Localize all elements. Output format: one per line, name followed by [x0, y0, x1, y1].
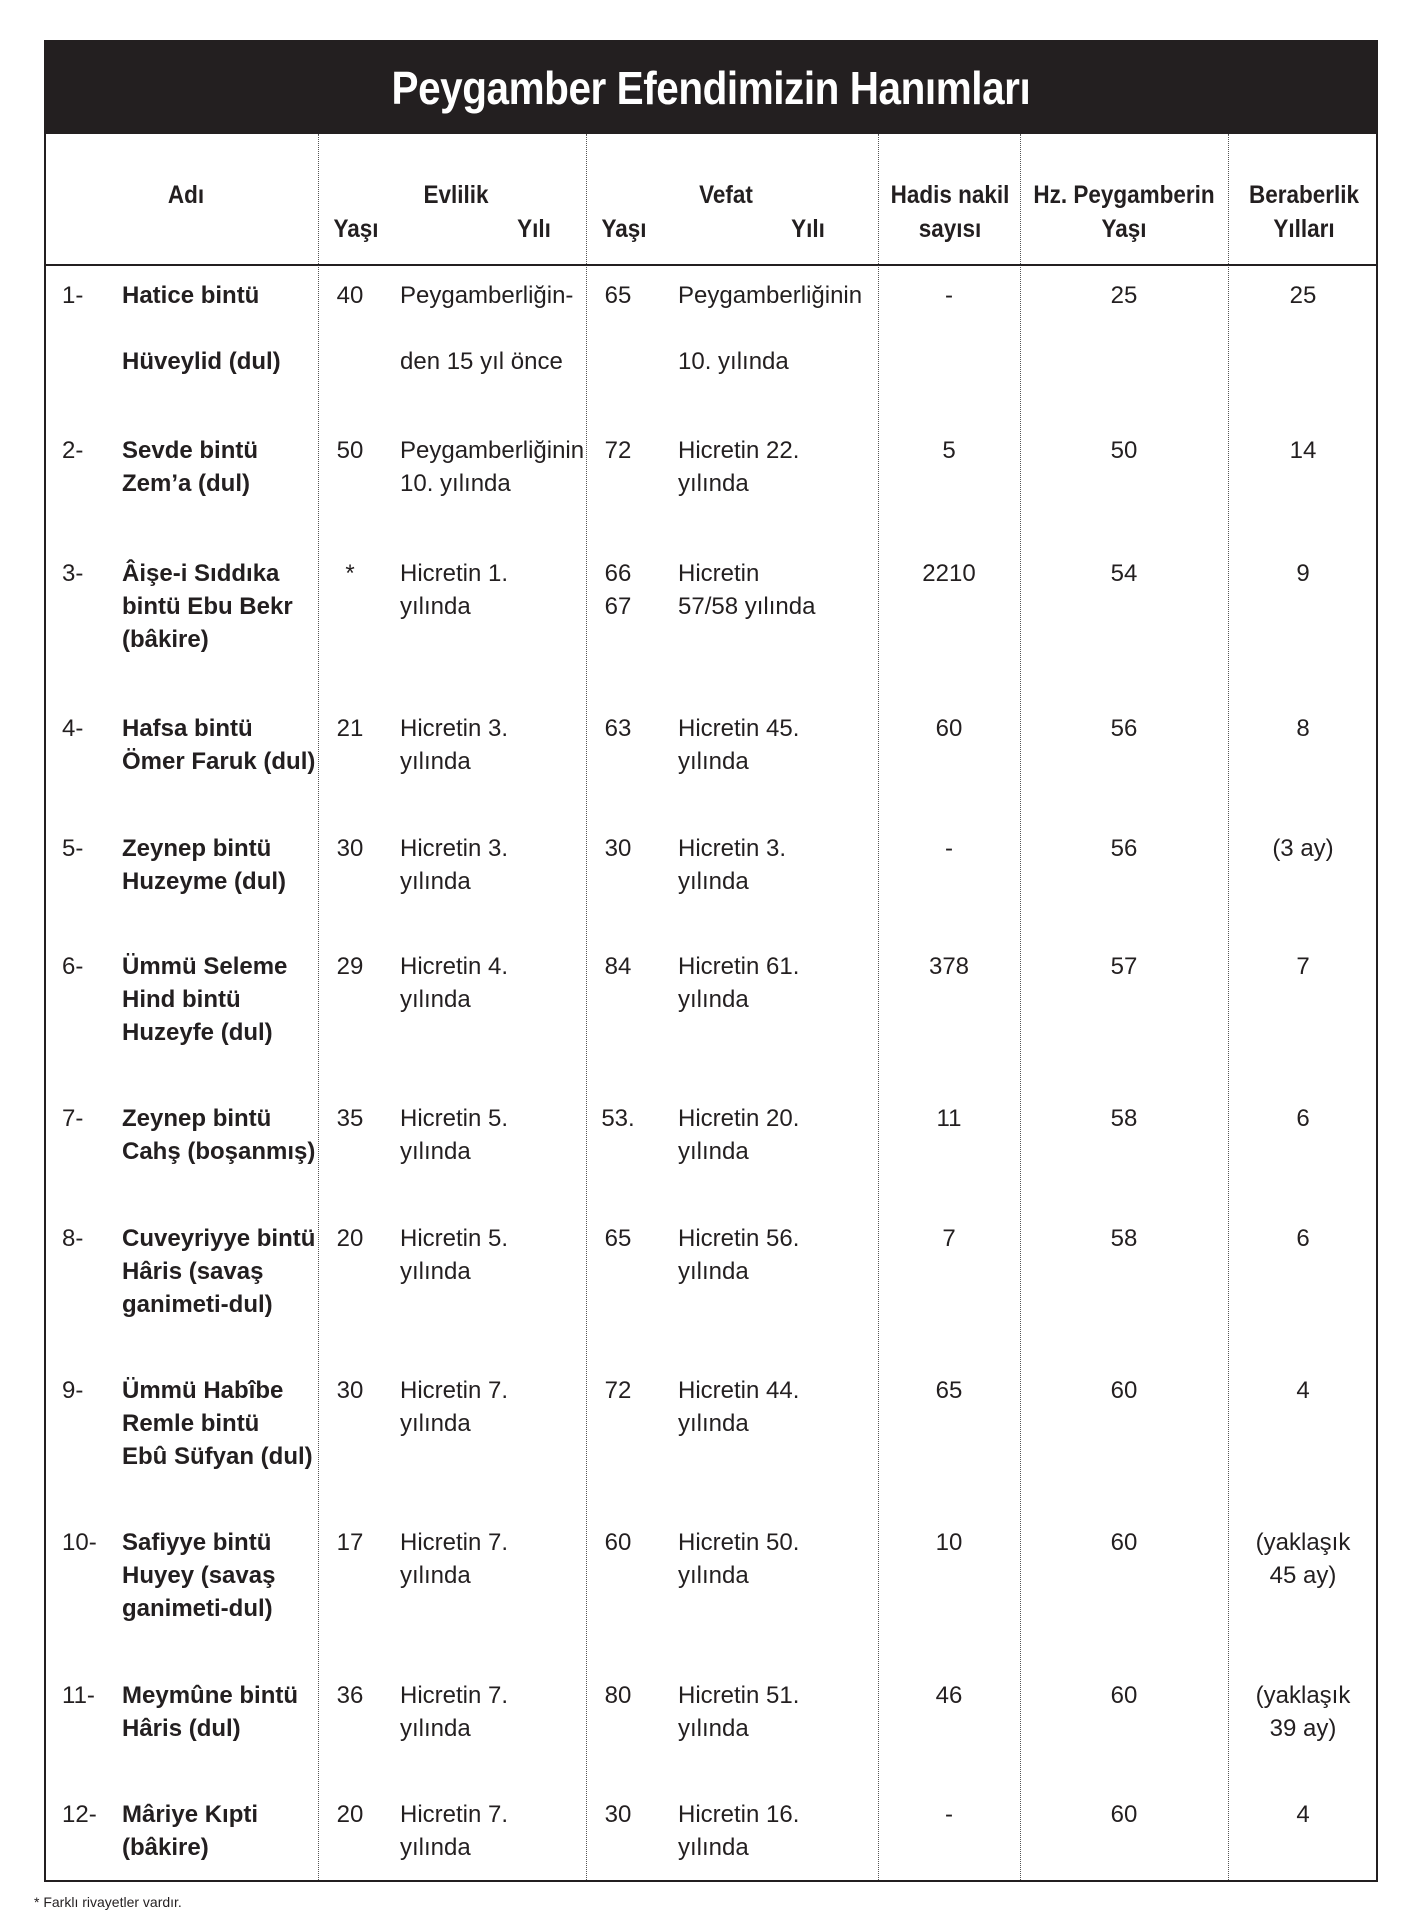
cell-m-age: 40: [336, 282, 364, 309]
cell-hadith: 60: [935, 715, 963, 742]
cell-name: Âişe-i Sıddıka bintü Ebu Bekr (bâkire): [122, 560, 293, 653]
cell-p-age: 58: [1110, 1105, 1138, 1132]
cell-m-year: Peygamberliğin- den 15 yıl önce: [400, 282, 574, 375]
cell-d-age: 65: [604, 1225, 632, 1252]
cell-name: Sevde bintü Zem’a (dul): [122, 437, 259, 497]
cell-name: Ümmü Seleme Hind bintü Huzeyfe (dul): [122, 953, 288, 1046]
cell-m-year: Hicretin 7. yılında: [400, 1529, 509, 1589]
cell-d-year: Hicretin 51. yılında: [678, 1682, 800, 1742]
cell-name: Hafsa bintü Ömer Faruk (dul): [122, 715, 316, 775]
cell-together: (yaklaşık 39 ay): [1255, 1682, 1351, 1742]
header-death-age: Yaşı: [601, 215, 647, 243]
cell-name: Ümmü Habîbe Remle bintü Ebû Süfyan (dul): [122, 1377, 313, 1470]
cell-together: 14: [1289, 437, 1317, 464]
cell-hadith: 378: [928, 953, 970, 980]
cell-d-age: 84: [604, 953, 632, 980]
cell-name: Zeynep bintü Huzeyme (dul): [122, 835, 287, 895]
cell-hadith: -: [945, 835, 953, 862]
cell-m-age: 30: [336, 835, 364, 862]
cell-together: 4: [1296, 1377, 1310, 1404]
header-death-year: Yılı: [791, 215, 825, 243]
cell-hadith: 46: [935, 1682, 963, 1709]
cell-no: 5-: [62, 835, 84, 862]
cell-d-age: 30: [604, 835, 632, 862]
cell-hadith: 65: [935, 1377, 963, 1404]
cell-name: Hatice bintü Hüveylid (dul): [122, 282, 281, 375]
cell-no: 2-: [62, 437, 84, 464]
cell-p-age: 57: [1110, 953, 1138, 980]
cell-m-age: 30: [336, 1377, 364, 1404]
cell-m-year: Peygamberliğinin 10. yılında: [400, 437, 585, 497]
cell-no: 11-: [62, 1682, 95, 1709]
cell-together: 4: [1296, 1801, 1310, 1828]
cell-p-age: 60: [1110, 1682, 1138, 1709]
cell-name: Safiyye bintü Huyey (savaş ganimeti-dul): [122, 1529, 276, 1622]
cell-p-age: 56: [1110, 715, 1138, 742]
cell-m-age: 20: [336, 1801, 364, 1828]
cell-p-age: 58: [1110, 1225, 1138, 1252]
cell-m-age: 50: [336, 437, 364, 464]
cell-together: 7: [1296, 953, 1310, 980]
cell-d-year: Peygamberliğinin 10. yılında: [678, 282, 863, 375]
cell-d-age: 30: [604, 1801, 632, 1828]
footnote: * Farklı rivayetler vardır.: [34, 1894, 182, 1910]
cell-d-age: 66 67: [604, 560, 632, 620]
cell-m-year: Hicretin 3. yılında: [400, 835, 509, 895]
cell-together: 9: [1296, 560, 1310, 587]
cell-m-year: Hicretin 7. yılında: [400, 1801, 509, 1861]
cell-m-age: 36: [336, 1682, 364, 1709]
cell-hadith: -: [945, 1801, 953, 1828]
cell-p-age: 50: [1110, 437, 1138, 464]
cell-d-year: Hicretin 57/58 yılında: [678, 560, 816, 620]
cell-m-age: 17: [336, 1529, 364, 1556]
cell-d-age: 63: [604, 715, 632, 742]
header-prophet-age: Hz. Peygamberin Yaşı: [1033, 181, 1215, 243]
cell-p-age: 56: [1110, 835, 1138, 862]
cell-d-age: 72: [604, 437, 632, 464]
cell-p-age: 54: [1110, 560, 1138, 587]
cell-d-year: Hicretin 44. yılında: [678, 1377, 800, 1437]
cell-name: Meymûne bintü Hâris (dul): [122, 1682, 299, 1742]
header-death: Vefat: [699, 181, 753, 209]
cell-name: Cuveyriyye bintü Hâris (savaş ganimeti-dul): [122, 1225, 316, 1318]
cell-d-age: 80: [604, 1682, 632, 1709]
page-title: Peygamber Efendimizin Hanımları: [391, 62, 1031, 114]
cell-d-year: Hicretin 61. yılında: [678, 953, 800, 1013]
cell-m-year: Hicretin 5. yılında: [400, 1105, 509, 1165]
cell-together: 8: [1296, 715, 1310, 742]
cell-hadith: 11: [936, 1105, 962, 1132]
cell-m-year: Hicretin 3. yılında: [400, 715, 509, 775]
cell-no: 1-: [62, 282, 84, 309]
cell-m-age: 35: [336, 1105, 364, 1132]
cell-name: Zeynep bintü Cahş (boşanmış): [122, 1105, 316, 1165]
cell-p-age: 60: [1110, 1529, 1138, 1556]
cell-together: (3 ay): [1272, 835, 1334, 862]
header-hadith: Hadis nakil sayısı: [890, 181, 1010, 243]
cell-hadith: 10: [935, 1529, 963, 1556]
cell-m-age: *: [345, 560, 355, 587]
cell-no: 4-: [62, 715, 84, 742]
header-together: Beraberlik Yılları: [1248, 181, 1360, 243]
cell-m-year: Hicretin 7. yılında: [400, 1682, 509, 1742]
cell-no: 12-: [62, 1801, 97, 1828]
cell-d-age: 65: [604, 282, 632, 309]
cell-p-age: 60: [1110, 1801, 1138, 1828]
cell-together: 25: [1289, 282, 1317, 309]
cell-hadith: 7: [942, 1225, 956, 1252]
cell-d-age: 72: [604, 1377, 632, 1404]
column-divider: [1228, 134, 1229, 1880]
cell-together: 6: [1296, 1225, 1310, 1252]
cell-together: (yaklaşık 45 ay): [1255, 1529, 1351, 1589]
column-divider: [1020, 134, 1021, 1880]
cell-m-year: Hicretin 1. yılında: [400, 560, 509, 620]
header-marriage-year: Yılı: [517, 215, 551, 243]
cell-hadith: 5: [942, 437, 956, 464]
cell-no: 7-: [62, 1105, 84, 1132]
cell-m-age: 21: [336, 715, 364, 742]
cell-p-age: 25: [1110, 282, 1138, 309]
cell-d-year: Hicretin 22. yılında: [678, 437, 800, 497]
column-divider: [318, 134, 319, 1880]
header-marriage: Evlilik: [423, 181, 489, 209]
cell-m-year: Hicretin 4. yılında: [400, 953, 509, 1013]
header-name: Adı: [167, 181, 205, 209]
cell-no: 6-: [62, 953, 84, 980]
cell-m-year: Hicretin 7. yılında: [400, 1377, 509, 1437]
cell-d-year: Hicretin 45. yılında: [678, 715, 800, 775]
cell-d-age: 60: [604, 1529, 632, 1556]
cell-d-year: Hicretin 20. yılında: [678, 1105, 800, 1165]
cell-d-year: Hicretin 50. yılında: [678, 1529, 800, 1589]
cell-d-age: 53.: [601, 1105, 635, 1132]
cell-no: 8-: [62, 1225, 84, 1252]
column-divider: [878, 134, 879, 1880]
cell-m-year: Hicretin 5. yılında: [400, 1225, 509, 1285]
cell-m-age: 29: [336, 953, 364, 980]
cell-no: 9-: [62, 1377, 84, 1404]
cell-no: 10-: [62, 1529, 97, 1556]
cell-together: 6: [1296, 1105, 1310, 1132]
cell-m-age: 20: [336, 1225, 364, 1252]
cell-hadith: -: [945, 282, 953, 309]
table-frame: [44, 40, 1378, 1882]
header-marriage-age: Yaşı: [333, 215, 379, 243]
cell-no: 3-: [62, 560, 84, 587]
cell-p-age: 60: [1110, 1377, 1138, 1404]
cell-hadith: 2210: [922, 560, 976, 587]
cell-d-year: Hicretin 56. yılında: [678, 1225, 800, 1285]
column-divider: [586, 134, 587, 1880]
cell-d-year: Hicretin 16. yılında: [678, 1801, 800, 1861]
header-rule: [46, 264, 1376, 266]
cell-name: Mâriye Kıpti (bâkire): [122, 1801, 259, 1861]
cell-d-year: Hicretin 3. yılında: [678, 835, 787, 895]
title-bar: [46, 42, 1376, 134]
